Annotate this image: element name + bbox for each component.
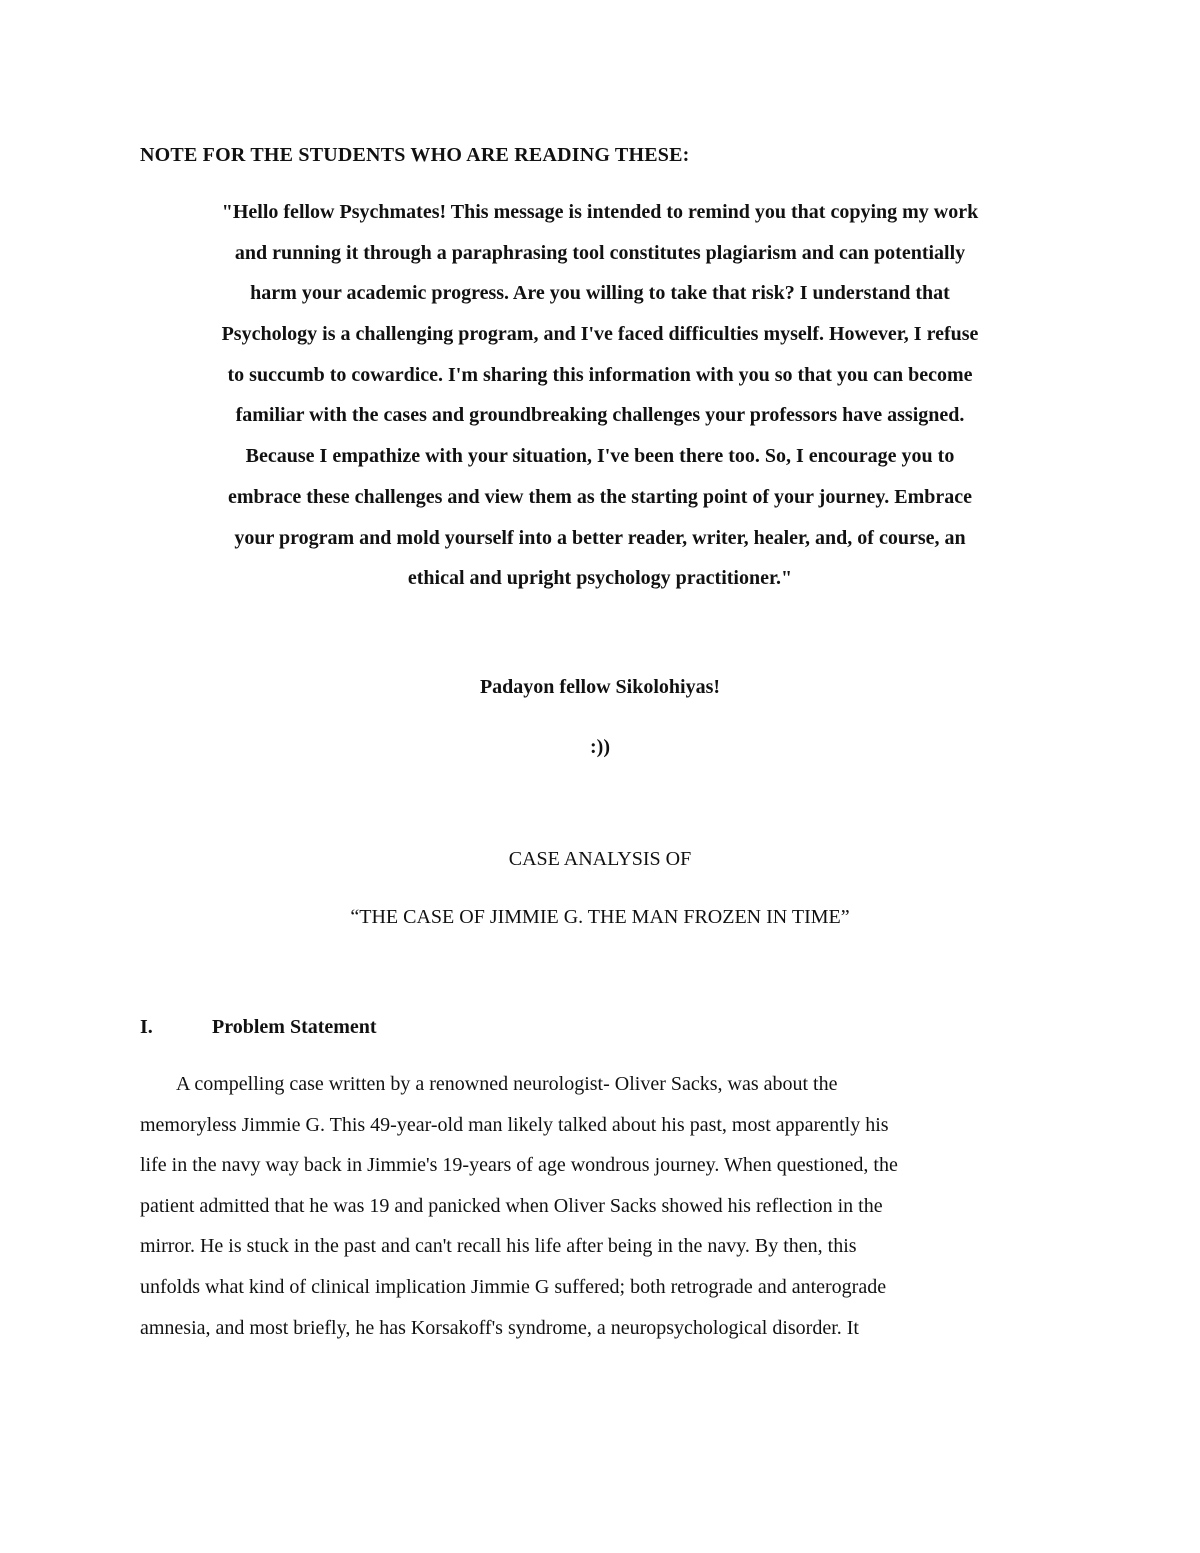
message-line: your program and mold yourself into a better reader, writer, healer, and, of course, an <box>234 526 966 549</box>
message-line: to succumb to cowardice. I'm sharing this information with you so that you can become <box>227 363 973 386</box>
body-line: unfolds what kind of clinical implication Jimmie G suffered; both retrograde and anterograde <box>140 1275 887 1298</box>
note-message <box>140 192 1060 599</box>
message-line: Because I empathize with your situation, I've been there too. So, I encourage you to <box>245 445 955 468</box>
message-line: "Hello fellow Psychmates! This message is intended to remind you that copying my work <box>221 201 979 223</box>
case-title: CASE ANALYSIS OF <box>508 848 692 870</box>
case-subtitle: “THE CASE OF JIMMIE G. THE MAN FROZEN IN TIME” <box>350 906 850 928</box>
message-line: and running it through a paraphrasing tool constitutes plagiarism and can potentially <box>234 241 966 264</box>
body-line: amnesia, and most briefly, he has Korsakoff's syndrome, a neuropsychological disorder. It <box>140 1316 859 1339</box>
section-title: Problem Statement <box>212 1016 377 1038</box>
note-heading: NOTE FOR THE STUDENTS WHO ARE READING THESE: <box>140 144 690 166</box>
message-line: familiar with the cases and groundbreaking challenges your professors have assigned. <box>235 404 965 427</box>
section-body <box>140 1064 1040 1348</box>
body-line: memoryless Jimmie G. This 49-year-old man likely talked about his past, most apparently his <box>140 1113 889 1136</box>
body-line: patient admitted that he was 19 and panicked when Oliver Sacks showed his reflection in the <box>140 1194 883 1217</box>
message-line: harm your academic progress. Are you willing to take that risk? I understand that <box>250 282 950 305</box>
section-heading <box>140 1016 377 1039</box>
message-line: embrace these challenges and view them as the starting point of your journey. Embrace <box>227 485 972 508</box>
body-line: mirror. He is stuck in the past and can't recall his life after being in the navy. By then, this <box>140 1235 857 1258</box>
message-line: ethical and upright psychology practitioner." <box>407 567 793 590</box>
section-number: I. <box>140 1016 153 1038</box>
message-line: Psychology is a challenging program, and I've faced difficulties myself. However, I refuse <box>221 323 979 346</box>
body-line: life in the navy way back in Jimmie's 19-years of age wondrous journey. When questioned, the <box>140 1154 898 1177</box>
body-line: A compelling case written by a renowned neurologist- Oliver Sacks, was about the <box>176 1073 838 1095</box>
smiley: :)) <box>590 736 610 758</box>
sign-off: Padayon fellow Sikolohiyas! <box>479 676 721 698</box>
